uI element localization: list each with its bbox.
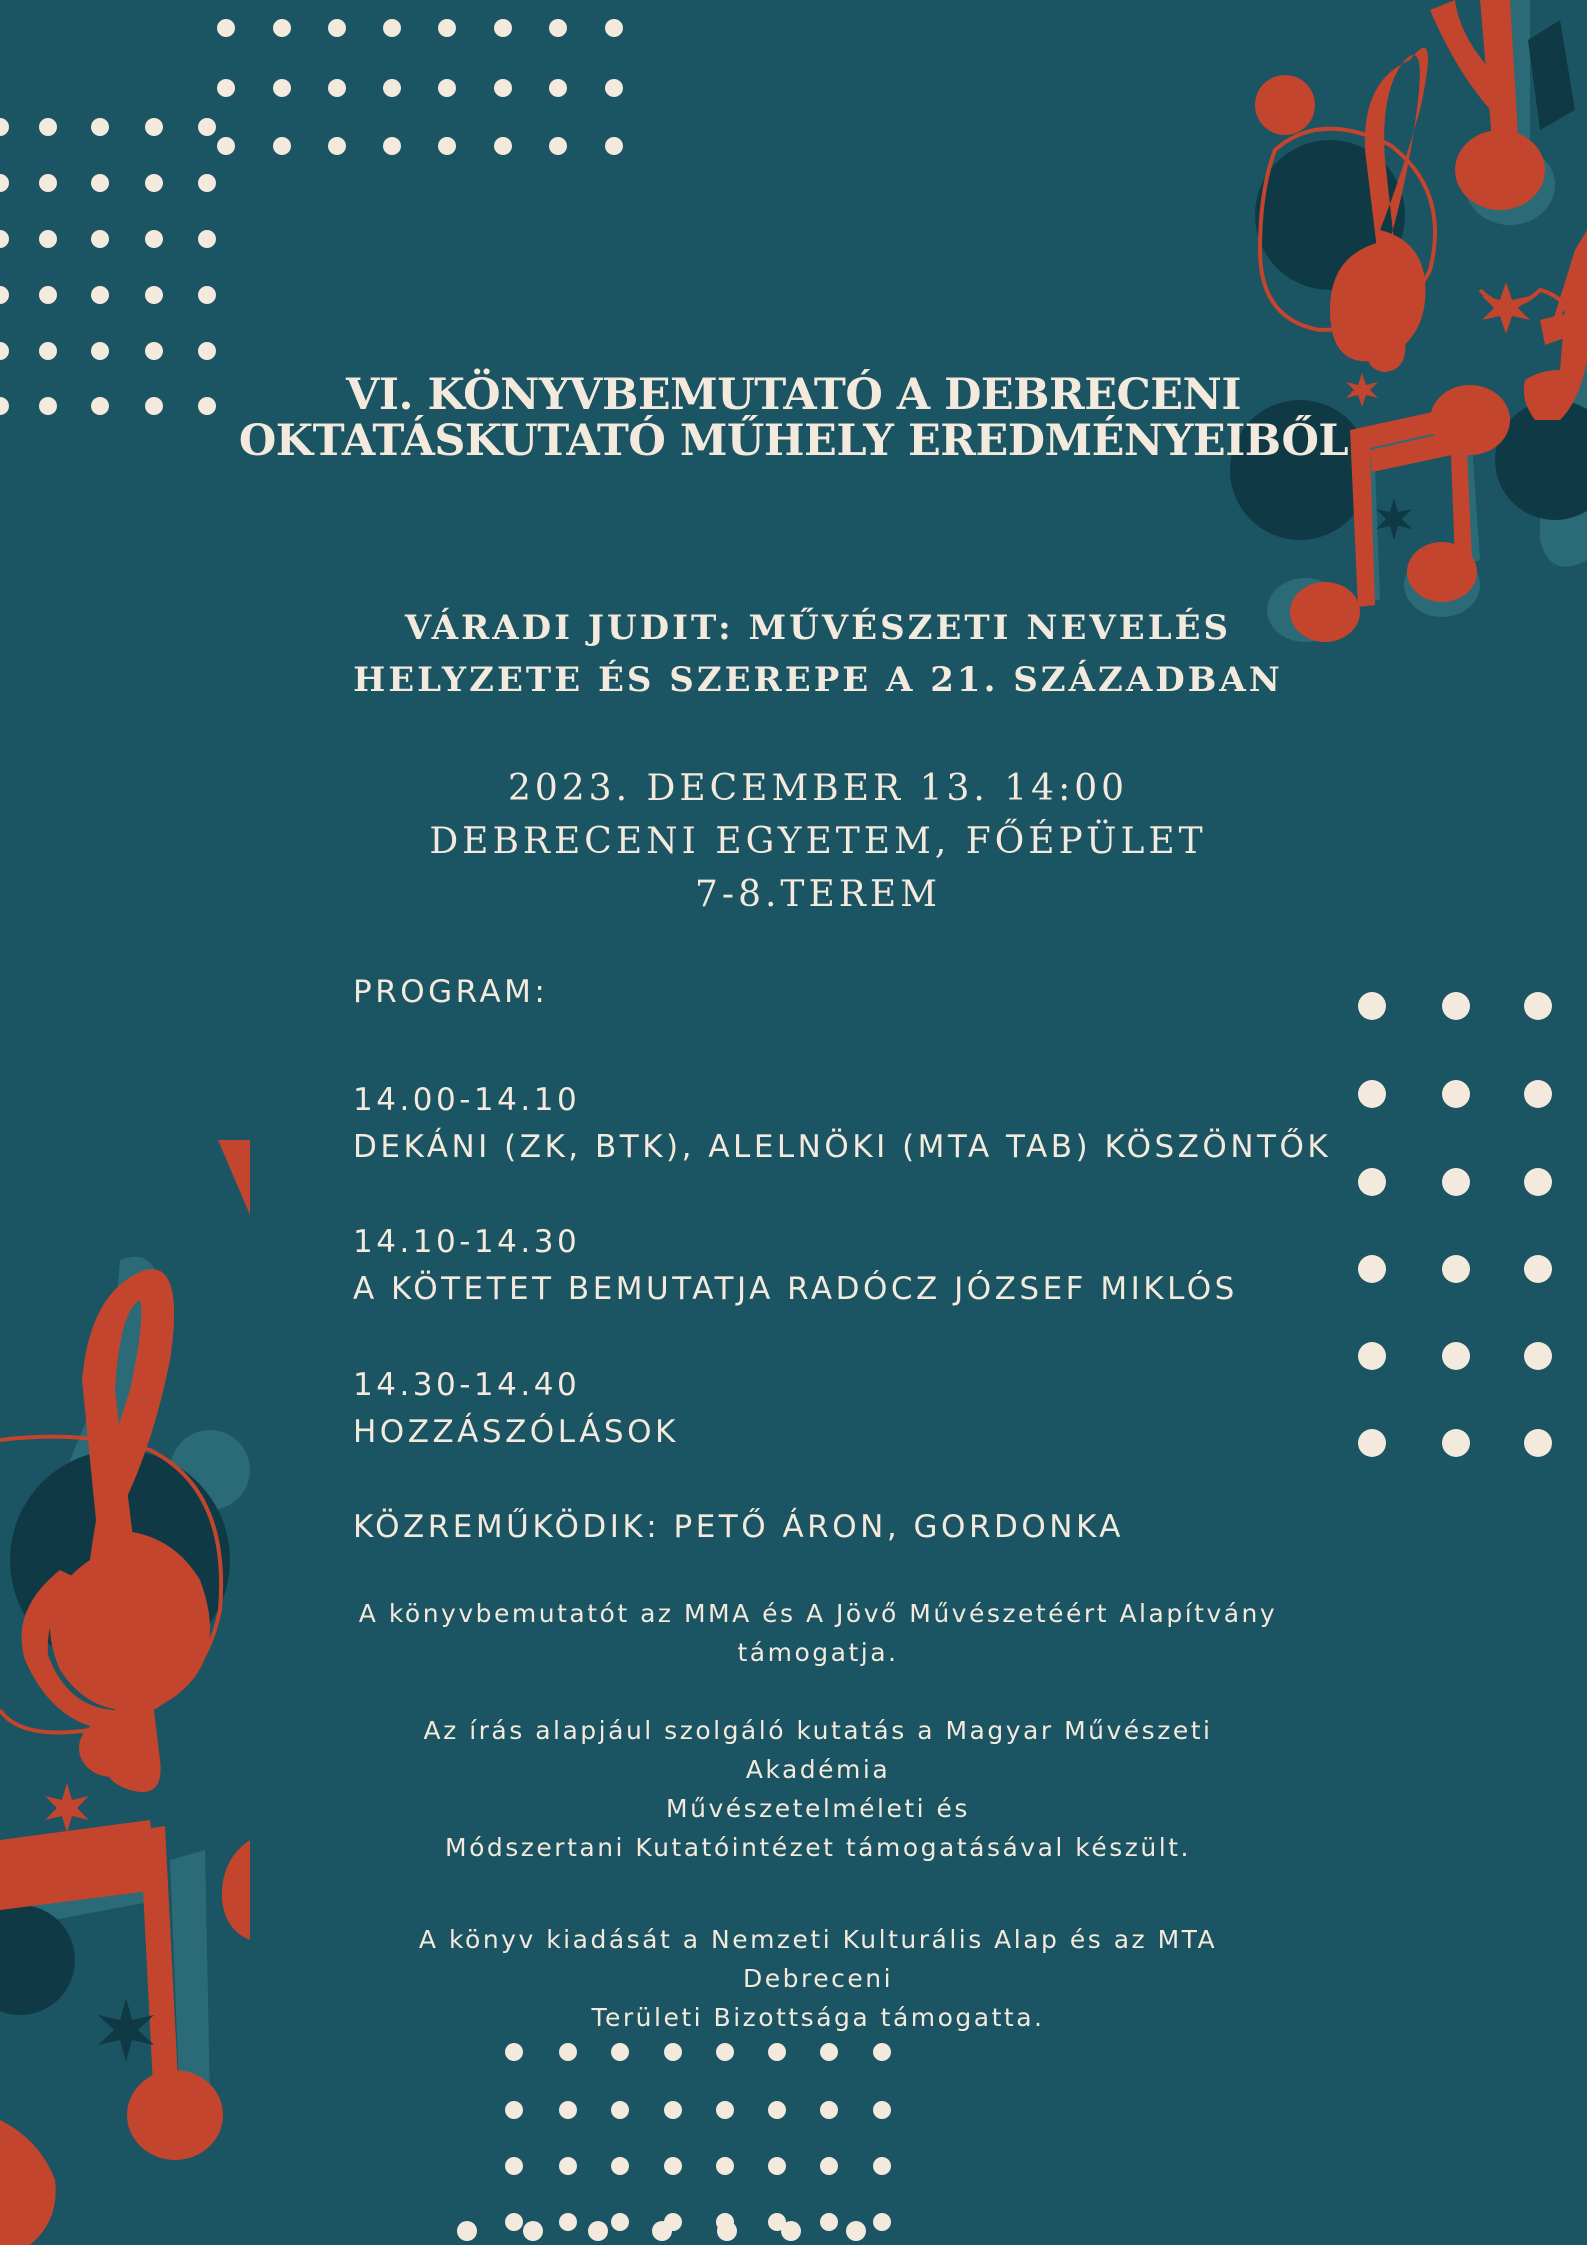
dot (273, 79, 291, 97)
dot (820, 2043, 838, 2061)
dot (846, 2221, 866, 2241)
triangle-accent (218, 1140, 250, 1215)
dot (217, 79, 235, 97)
dot (820, 2213, 838, 2231)
dot (383, 79, 401, 97)
dot (145, 174, 163, 192)
dot (1524, 1342, 1552, 1370)
note-3 (350, 1920, 1286, 2037)
dot (505, 2101, 523, 2119)
dot (1524, 1429, 1552, 1457)
dot (273, 137, 291, 155)
dot (559, 2213, 577, 2231)
subtitle-line-2: HELYZETE ÉS SZEREPE A 21. SZÁZADBAN (353, 660, 1283, 700)
dot (39, 174, 57, 192)
dot (768, 2157, 786, 2175)
dot (873, 2157, 891, 2175)
dot (611, 2157, 629, 2175)
dot (91, 342, 109, 360)
dot (768, 2043, 786, 2061)
support-notes (350, 1594, 1286, 2037)
dot (217, 19, 235, 37)
dot (1442, 1168, 1470, 1196)
dot (1442, 1429, 1470, 1457)
title-line-1: VI. KÖNYVBEMUTATÓ A DEBRECENI (346, 370, 1241, 420)
dot (383, 19, 401, 37)
dot (559, 2157, 577, 2175)
note-2-line-3: Módszertani Kutatóintézet támogatásával készült. (445, 1833, 1191, 1862)
event-date: 2023. DECEMBER 13. 14:00 (507, 768, 1129, 809)
note-1-line-2: támogatja. (737, 1638, 899, 1667)
dot (145, 230, 163, 248)
program-item-1-time: 14.00-14.10 (353, 1082, 581, 1118)
dot (1524, 992, 1552, 1020)
dot (611, 2101, 629, 2119)
dot (0, 342, 9, 360)
dot (605, 79, 623, 97)
dot (664, 2043, 682, 2061)
note-1 (350, 1594, 1286, 1672)
dot (1358, 1429, 1386, 1457)
asterisk-icon-bottom-dark (98, 1998, 154, 2062)
dot (91, 118, 109, 136)
dot (664, 2101, 682, 2119)
dot (91, 174, 109, 192)
dot (873, 2101, 891, 2119)
dot (652, 2221, 672, 2241)
dot (1358, 1255, 1386, 1283)
dot (91, 286, 109, 304)
dot (145, 118, 163, 136)
program-heading: PROGRAM: (353, 974, 549, 1010)
dot (457, 2221, 477, 2241)
dot (611, 2043, 629, 2061)
dot (273, 19, 291, 37)
dot (716, 2043, 734, 2061)
dot (1358, 992, 1386, 1020)
dot (39, 286, 57, 304)
dot (549, 79, 567, 97)
dot (198, 230, 216, 248)
dot (438, 79, 456, 97)
title-line-2: OKTATÁSKUTATÓ MŰHELY EREDMÉNYEIBŐL (238, 416, 1349, 466)
dot (717, 2221, 737, 2241)
dot (1442, 1255, 1470, 1283)
dot (328, 19, 346, 37)
dot (1358, 1342, 1386, 1370)
dot (505, 2043, 523, 2061)
dot (1442, 992, 1470, 1020)
dot (768, 2101, 786, 2119)
dot (0, 174, 9, 192)
program-item-3-text: HOZZÁSZÓLÁSOK (353, 1414, 679, 1450)
dot (91, 230, 109, 248)
dot (198, 342, 216, 360)
dot (505, 2157, 523, 2175)
dot (438, 19, 456, 37)
program-item-1-text: DEKÁNI (ZK, BTK), ALELNÖKI (MTA TAB) KÖSZÖNTŐK (353, 1129, 1332, 1165)
dot-grid-top (0, 0, 640, 420)
dot (328, 137, 346, 155)
program-performer: KÖZREMŰKÖDIK: PETŐ ÁRON, GORDONKA (353, 1509, 1124, 1545)
note-3-line-1: A könyv kiadását a Nemzeti Kulturális Alap és az MTA Debreceni (418, 1925, 1218, 1993)
music-notes-bottom-left (0, 1140, 250, 2245)
dot (0, 286, 9, 304)
dot (494, 137, 512, 155)
dot (505, 2213, 523, 2231)
dot (145, 342, 163, 360)
dot (494, 79, 512, 97)
dot (198, 286, 216, 304)
dot (198, 118, 216, 136)
dot (559, 2101, 577, 2119)
subtitle-line-1: VÁRADI JUDIT: MŰVÉSZETI NEVELÉS (404, 608, 1232, 648)
program-item-2-time: 14.10-14.30 (353, 1224, 581, 1260)
dot (820, 2101, 838, 2119)
program-item-2-text: A KÖTETET BEMUTATJA RADÓCZ JÓZSEF MIKLÓS (353, 1271, 1238, 1307)
dot (605, 19, 623, 37)
event-venue: DEBRECENI EGYETEM, FŐÉPÜLET (429, 821, 1207, 862)
dot (1442, 1080, 1470, 1108)
dot (588, 2221, 608, 2241)
event-room: 7-8.TEREM (695, 874, 941, 915)
poster-title (0, 372, 1587, 464)
dot (438, 137, 456, 155)
dot-grid-bottom (440, 2030, 1340, 2245)
dot (39, 342, 57, 360)
dot (1358, 1080, 1386, 1108)
dot (1524, 1255, 1552, 1283)
dot (145, 286, 163, 304)
dot (549, 137, 567, 155)
note-2-line-2: Művészetelméleti és (666, 1794, 970, 1823)
dot (217, 137, 235, 155)
note-1-line-1: A könyvbemutatót az MMA és A Jövő Művészetéért Alapítvány (358, 1599, 1278, 1628)
dot (1358, 1168, 1386, 1196)
asterisk-icon-bottom (45, 1783, 89, 1833)
dot (820, 2157, 838, 2175)
dot (0, 118, 9, 136)
program-item-3-time: 14.30-14.40 (353, 1367, 581, 1403)
dot (1524, 1080, 1552, 1108)
note-2 (350, 1711, 1286, 1867)
note-3-line-2: Területi Bizottsága támogatta. (591, 2003, 1045, 2032)
dot-grid-right (1340, 980, 1580, 1460)
dot (198, 174, 216, 192)
dot (716, 2101, 734, 2119)
dot (39, 118, 57, 136)
dot (605, 137, 623, 155)
event-info (0, 762, 1587, 921)
asterisk-icon-dark (1376, 498, 1412, 540)
dot (1524, 1168, 1552, 1196)
dot (494, 19, 512, 37)
dot-grid-top-svg (0, 0, 640, 420)
dot (383, 137, 401, 155)
dot (559, 2043, 577, 2061)
dot (549, 19, 567, 37)
music-notes-top-right (1180, 0, 1587, 660)
dot (523, 2221, 543, 2241)
dot (611, 2213, 629, 2231)
dot (0, 230, 9, 248)
book-subtitle (0, 602, 1587, 706)
dot (781, 2221, 801, 2241)
dot (873, 2043, 891, 2061)
dot (39, 230, 57, 248)
dot (1442, 1342, 1470, 1370)
dot (716, 2157, 734, 2175)
dot (664, 2157, 682, 2175)
dot (873, 2213, 891, 2231)
dot (328, 79, 346, 97)
note-2-line-1: Az írás alapjául szolgáló kutatás a Magyar Művészeti Akadémia (423, 1716, 1213, 1784)
